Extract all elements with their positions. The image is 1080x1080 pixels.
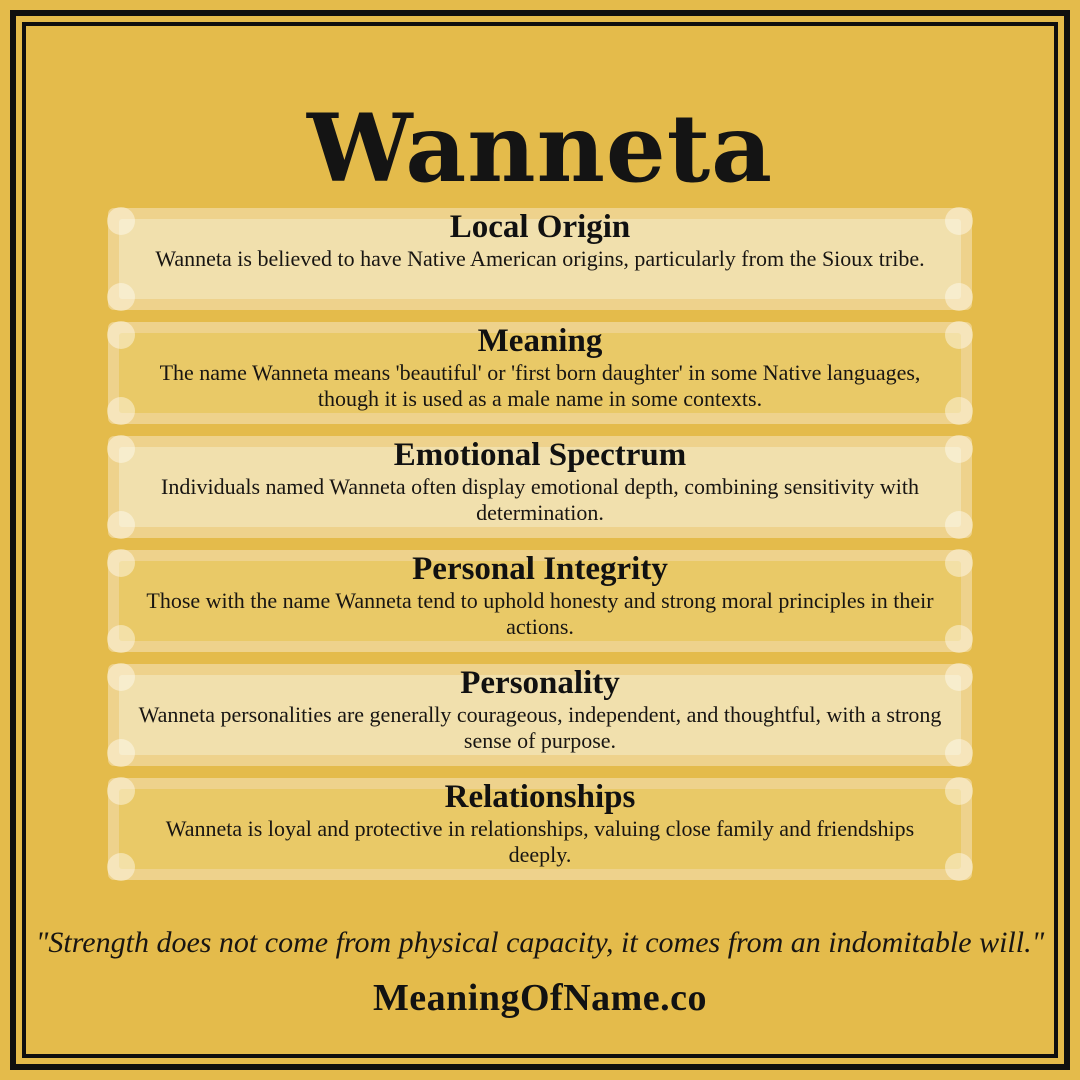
- corner-pin-icon: [945, 435, 973, 463]
- corner-pin-icon: [945, 207, 973, 235]
- corner-pin-icon: [945, 283, 973, 311]
- section-heading: Relationships: [444, 779, 636, 815]
- section-heading: Personal Integrity: [412, 551, 668, 587]
- section-content: [138, 666, 942, 754]
- corner-pin-icon: [107, 397, 135, 425]
- corner-pin-icon: [945, 549, 973, 577]
- corner-pin-icon: [107, 739, 135, 767]
- corner-pin-icon: [107, 435, 135, 463]
- corner-pin-icon: [107, 511, 135, 539]
- footer-quote: "Strength does not come from physical capacity, it comes from an indomitable will.": [35, 926, 1045, 959]
- section-heading: Emotional Spectrum: [393, 437, 687, 473]
- corner-pin-icon: [945, 663, 973, 691]
- section-card-relationships: [108, 778, 972, 880]
- section-body: Wanneta is believed to have Native American origins, particularly from the Sioux tribe.: [155, 246, 925, 271]
- section-content: [138, 438, 942, 526]
- section-card-local-origin: [108, 208, 972, 310]
- section-body: Wanneta is loyal and protective in relationships, valuing close family and friendships deeply.: [165, 816, 915, 867]
- corner-pin-icon: [107, 853, 135, 881]
- corner-pin-icon: [107, 663, 135, 691]
- page-title: Wanneta: [306, 93, 774, 204]
- corner-pin-icon: [945, 739, 973, 767]
- section-content: [138, 210, 942, 272]
- corner-pin-icon: [945, 397, 973, 425]
- section-card-personality: [108, 664, 972, 766]
- brand-wordmark: MeaningOfName.co: [372, 977, 708, 1019]
- corner-pin-icon: [945, 321, 973, 349]
- sections-list: [108, 208, 972, 892]
- corner-pin-icon: [945, 511, 973, 539]
- section-heading: Personality: [460, 665, 620, 701]
- section-content: [138, 780, 942, 868]
- corner-pin-icon: [107, 549, 135, 577]
- corner-pin-icon: [107, 207, 135, 235]
- section-card-emotional-spectrum: [108, 436, 972, 538]
- section-heading: Meaning: [477, 323, 603, 359]
- section-body: Wanneta personalities are generally courageous, independent, and thoughtful, with a strong sense of purpose.: [138, 702, 942, 753]
- corner-pin-icon: [107, 777, 135, 805]
- corner-pin-icon: [945, 625, 973, 653]
- corner-pin-icon: [107, 321, 135, 349]
- section-heading: Local Origin: [449, 209, 631, 245]
- section-content: [138, 324, 942, 412]
- section-card-personal-integrity: [108, 550, 972, 652]
- section-content: [138, 552, 942, 640]
- section-body: Individuals named Wanneta often display emotional depth, combining sensitivity with determination.: [161, 474, 919, 525]
- corner-pin-icon: [107, 625, 135, 653]
- corner-pin-icon: [107, 283, 135, 311]
- section-body: The name Wanneta means 'beautiful' or 'first born daughter' in some Native languages, though it is used as a male name in some contexts.: [159, 360, 921, 411]
- corner-pin-icon: [945, 853, 973, 881]
- section-body: Those with the name Wanneta tend to uphold honesty and strong moral principles in their actions.: [146, 588, 934, 639]
- section-card-meaning: [108, 322, 972, 424]
- corner-pin-icon: [945, 777, 973, 805]
